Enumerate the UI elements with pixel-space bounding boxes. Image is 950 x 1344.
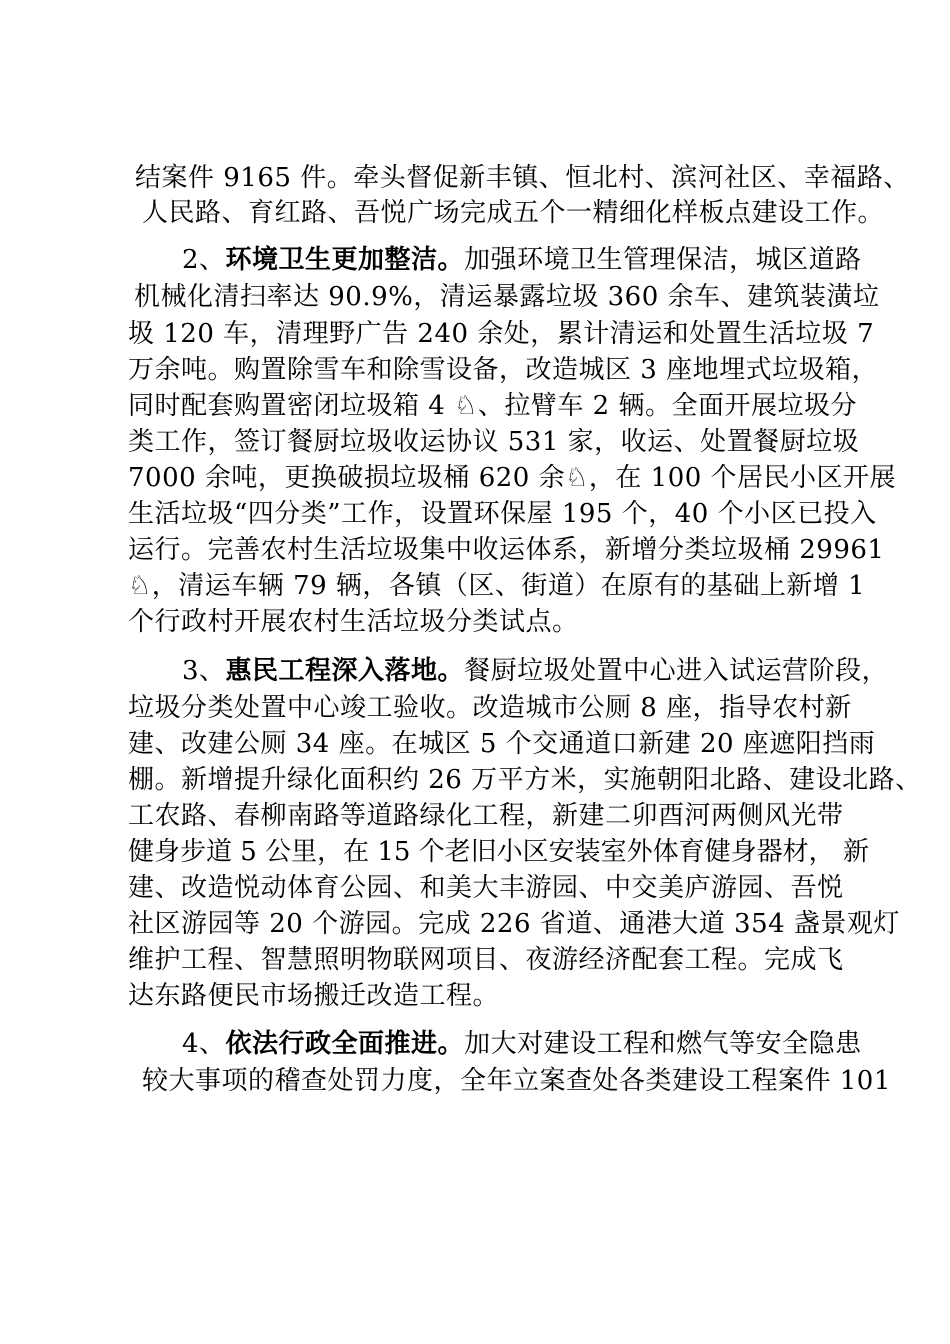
text-line	[128, 726, 876, 762]
text-line	[128, 690, 852, 726]
text-line	[128, 460, 897, 496]
section-heading: 依法行政全面推进。	[225, 1029, 465, 1059]
text-span: 机械化清扫率达 90.9%，清运暴露垃圾 360 余车、建筑装潢垃	[134, 282, 880, 312]
text-span: 类工作，签订餐厨垃圾收运协议 531 家，收运、处置餐厨垃圾	[128, 427, 860, 457]
text-span: 圾 120 车，清理野广告 240 余处，累计清运和处置生活垃圾 7	[128, 319, 875, 349]
text-span: 餐厨垃圾处置中心进入试运营阶段，	[464, 656, 889, 686]
section-number: 3、	[182, 656, 226, 686]
text-span: 工农路、春柳南路等道路绿化工程，新建二卯酉河两侧风光带	[128, 801, 844, 831]
text-span: 垃圾分类处置中心竣工验收。改造城市公厕 8 座，指导农村新	[128, 693, 852, 723]
section-number: 4、	[182, 1029, 226, 1059]
text-line	[128, 568, 866, 604]
text-span: 健身步道 5 公里，在 15 个老旧小区安装室外体育健身器材， 新	[128, 837, 869, 867]
text-span: 运行。完善农村生活垃圾集中收运体系，新增分类垃圾桶 29961	[128, 535, 885, 565]
text-span: ♘，清运车辆 79 辆，各镇（区、街道）在原有的基础上新增 1	[128, 571, 866, 601]
text-span: 棚。新增提升绿化面积约 26 万平方米，实施朝阳北路、建设北路、	[128, 765, 922, 795]
text-line	[128, 798, 844, 834]
text-line	[128, 870, 844, 906]
text-line	[134, 279, 880, 315]
text-span: 社区游园等 20 个游园。完成 226 省道、通港大道 354 盏景观灯	[128, 909, 900, 939]
text-line	[135, 160, 910, 196]
text-line	[128, 834, 869, 870]
text-line	[128, 352, 879, 388]
text-line	[128, 978, 838, 1014]
paragraph-heading-line	[182, 1026, 892, 1062]
text-span: 达东路便民市场搬迁改造工程。	[128, 981, 500, 1011]
text-line	[142, 1063, 891, 1099]
text-line	[128, 424, 860, 460]
text-line	[128, 942, 844, 978]
text-span: 万余吨。购置除雪车和除雪设备，改造城区 3 座地埋式垃圾箱，	[128, 355, 879, 385]
text-line	[128, 388, 857, 424]
text-span: 同时配套购置密闭垃圾箱 4 ♘、拉臂车 2 辆。全面开展垃圾分	[128, 391, 857, 421]
text-span: 人民路、育红路、吾悦广场完成五个一精细化样板点建设工作。	[142, 198, 885, 228]
paragraph-heading-line	[182, 242, 892, 278]
section-number: 2、	[182, 245, 226, 275]
text-span: 生活垃圾“四分类”工作，设置环保屋 195 个，40 个小区已投入	[128, 499, 877, 529]
text-span: 个行政村开展农村生活垃圾分类试点。	[128, 607, 579, 637]
text-span: 维护工程、智慧照明物联网项目、夜游经济配套工程。完成飞	[128, 945, 844, 975]
section-heading: 环境卫生更加整洁。	[225, 245, 465, 275]
paragraph-heading-line	[182, 653, 892, 689]
text-line	[128, 906, 900, 942]
text-line	[142, 195, 885, 231]
text-line	[128, 316, 875, 352]
text-line	[128, 532, 885, 568]
text-span: 加大对建设工程和燃气等安全隐患	[464, 1029, 862, 1059]
text-line	[128, 496, 877, 532]
text-span: 建、改造悦动体育公园、和美大丰游园、中交美庐游园、吾悦	[128, 873, 844, 903]
text-line	[128, 604, 838, 640]
text-span: 建、改建公厕 34 座。在城区 5 个交通道口新建 20 座遮阳挡雨	[128, 729, 876, 759]
text-span: 结案件 9165 件。牵头督促新丰镇、恒北村、滨河社区、幸福路、	[135, 163, 910, 193]
text-span: 较大事项的稽查处罚力度，全年立案查处各类建设工程案件 101	[142, 1066, 891, 1096]
section-heading: 惠民工程深入落地。	[225, 656, 465, 686]
text-span: 7000 余吨，更换破损垃圾桶 620 余♘，在 100 个居民小区开展	[128, 463, 897, 493]
text-line	[128, 762, 922, 798]
text-span: 加强环境卫生管理保洁，城区道路	[464, 245, 862, 275]
